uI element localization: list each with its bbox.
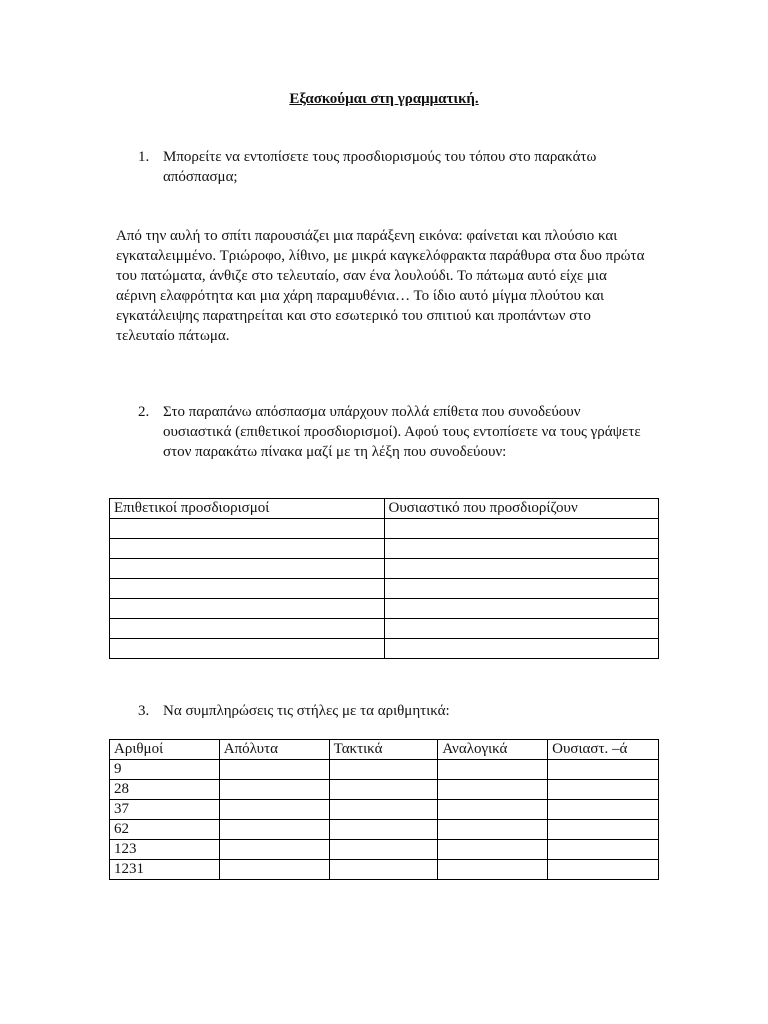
passage-text: Από την αυλή το σπίτι παρουσιάζει μια παράξενη εικόνα: φαίνεται και πλούσιο και εγκαταλειμμένο. Τριώροφο, λίθινο, με μικρά καγκελόφρακτα παράθυρα στα δυο πρώτα του πατώματα, άνθιζε στο τελευταίο, σαν ένα λουλούδι. Το πάτωμα αυτό είχε μια αέρινη ελαφρότητα και μια χάρη παραμυθένια… Το ίδιο αυτό μίγμα πλούτου και εγκατάλειψης παρατηρείται και στο εσωτερικό του σπιτιού και προπάντων στο τελευταίο πάτωμα. — [116, 228, 645, 344]
page-title: Εξασκούμαι στη γραμματική. — [289, 91, 479, 107]
answer-cell[interactable] — [548, 860, 659, 880]
adjectives-table — [109, 498, 659, 659]
answer-cell[interactable] — [110, 619, 385, 639]
table-row — [110, 579, 659, 599]
answer-cell[interactable] — [384, 539, 659, 559]
table-row — [110, 760, 659, 780]
answer-cell[interactable] — [384, 639, 659, 659]
answer-cell[interactable] — [329, 820, 438, 840]
answer-cell[interactable] — [438, 820, 548, 840]
table-header: Απόλυτα — [219, 740, 329, 760]
answer-cell[interactable] — [438, 860, 548, 880]
answer-cell[interactable] — [329, 800, 438, 820]
table-row — [110, 619, 659, 639]
number-cell: 37 — [110, 800, 220, 820]
answer-cell[interactable] — [219, 800, 329, 820]
numerals-table — [109, 739, 659, 880]
answer-cell[interactable] — [219, 780, 329, 800]
answer-cell[interactable] — [110, 639, 385, 659]
question-3-number: 3. — [138, 703, 150, 719]
answer-cell[interactable] — [384, 619, 659, 639]
answer-cell[interactable] — [110, 539, 385, 559]
question-1-text: Μπορείτε να εντοπίσετε τους προσδιορισμούς του τόπου στο παρακάτω απόσπασμα; — [163, 149, 597, 185]
answer-cell[interactable] — [219, 820, 329, 840]
number-cell: 1231 — [110, 860, 220, 880]
answer-cell[interactable] — [110, 579, 385, 599]
answer-cell[interactable] — [329, 860, 438, 880]
question-2-text: Στο παραπάνω απόσπασμα υπάρχουν πολλά επίθετα που συνοδεύουν ουσιαστικά (επιθετικοί προσδιορισμοί). Αφού τους εντοπίσετε να τους γράψετε στον παρακάτω πίνακα μαζί με τη λέξη που συνοδεύουν: — [163, 404, 641, 460]
table-row — [110, 780, 659, 800]
answer-cell[interactable] — [438, 800, 548, 820]
answer-cell[interactable] — [438, 780, 548, 800]
answer-cell[interactable] — [384, 599, 659, 619]
table-header: Τακτικά — [329, 740, 438, 760]
table-row — [110, 800, 659, 820]
table-row — [110, 840, 659, 860]
answer-cell[interactable] — [110, 559, 385, 579]
table-row — [110, 559, 659, 579]
table-row — [110, 599, 659, 619]
number-cell: 62 — [110, 820, 220, 840]
table-row — [110, 860, 659, 880]
answer-cell[interactable] — [438, 760, 548, 780]
answer-cell[interactable] — [438, 840, 548, 860]
answer-cell[interactable] — [548, 840, 659, 860]
table-header: Επιθετικοί προσδιορισμοί — [110, 499, 385, 519]
table-row — [110, 820, 659, 840]
question-1-number: 1. — [138, 149, 150, 165]
question-2-number: 2. — [138, 404, 150, 420]
answer-cell[interactable] — [329, 840, 438, 860]
answer-cell[interactable] — [384, 559, 659, 579]
answer-cell[interactable] — [219, 760, 329, 780]
table-row — [110, 519, 659, 539]
answer-cell[interactable] — [110, 519, 385, 539]
table-row — [110, 539, 659, 559]
table-header: Αριθμοί — [110, 740, 220, 760]
answer-cell[interactable] — [219, 860, 329, 880]
question-3-text: Να συμπληρώσεις τις στήλες με τα αριθμητικά: — [163, 703, 450, 719]
answer-cell[interactable] — [548, 780, 659, 800]
answer-cell[interactable] — [329, 760, 438, 780]
table-header: Ουσιαστικό που προσδιορίζουν — [384, 499, 659, 519]
number-cell: 9 — [110, 760, 220, 780]
answer-cell[interactable] — [110, 599, 385, 619]
number-cell: 123 — [110, 840, 220, 860]
answer-cell[interactable] — [384, 579, 659, 599]
table-header: Ουσιαστ. –ά — [548, 740, 659, 760]
answer-cell[interactable] — [384, 519, 659, 539]
answer-cell[interactable] — [548, 820, 659, 840]
table-row — [110, 639, 659, 659]
answer-cell[interactable] — [219, 840, 329, 860]
answer-cell[interactable] — [548, 760, 659, 780]
answer-cell[interactable] — [329, 780, 438, 800]
answer-cell[interactable] — [548, 800, 659, 820]
table-header: Αναλογικά — [438, 740, 548, 760]
number-cell: 28 — [110, 780, 220, 800]
